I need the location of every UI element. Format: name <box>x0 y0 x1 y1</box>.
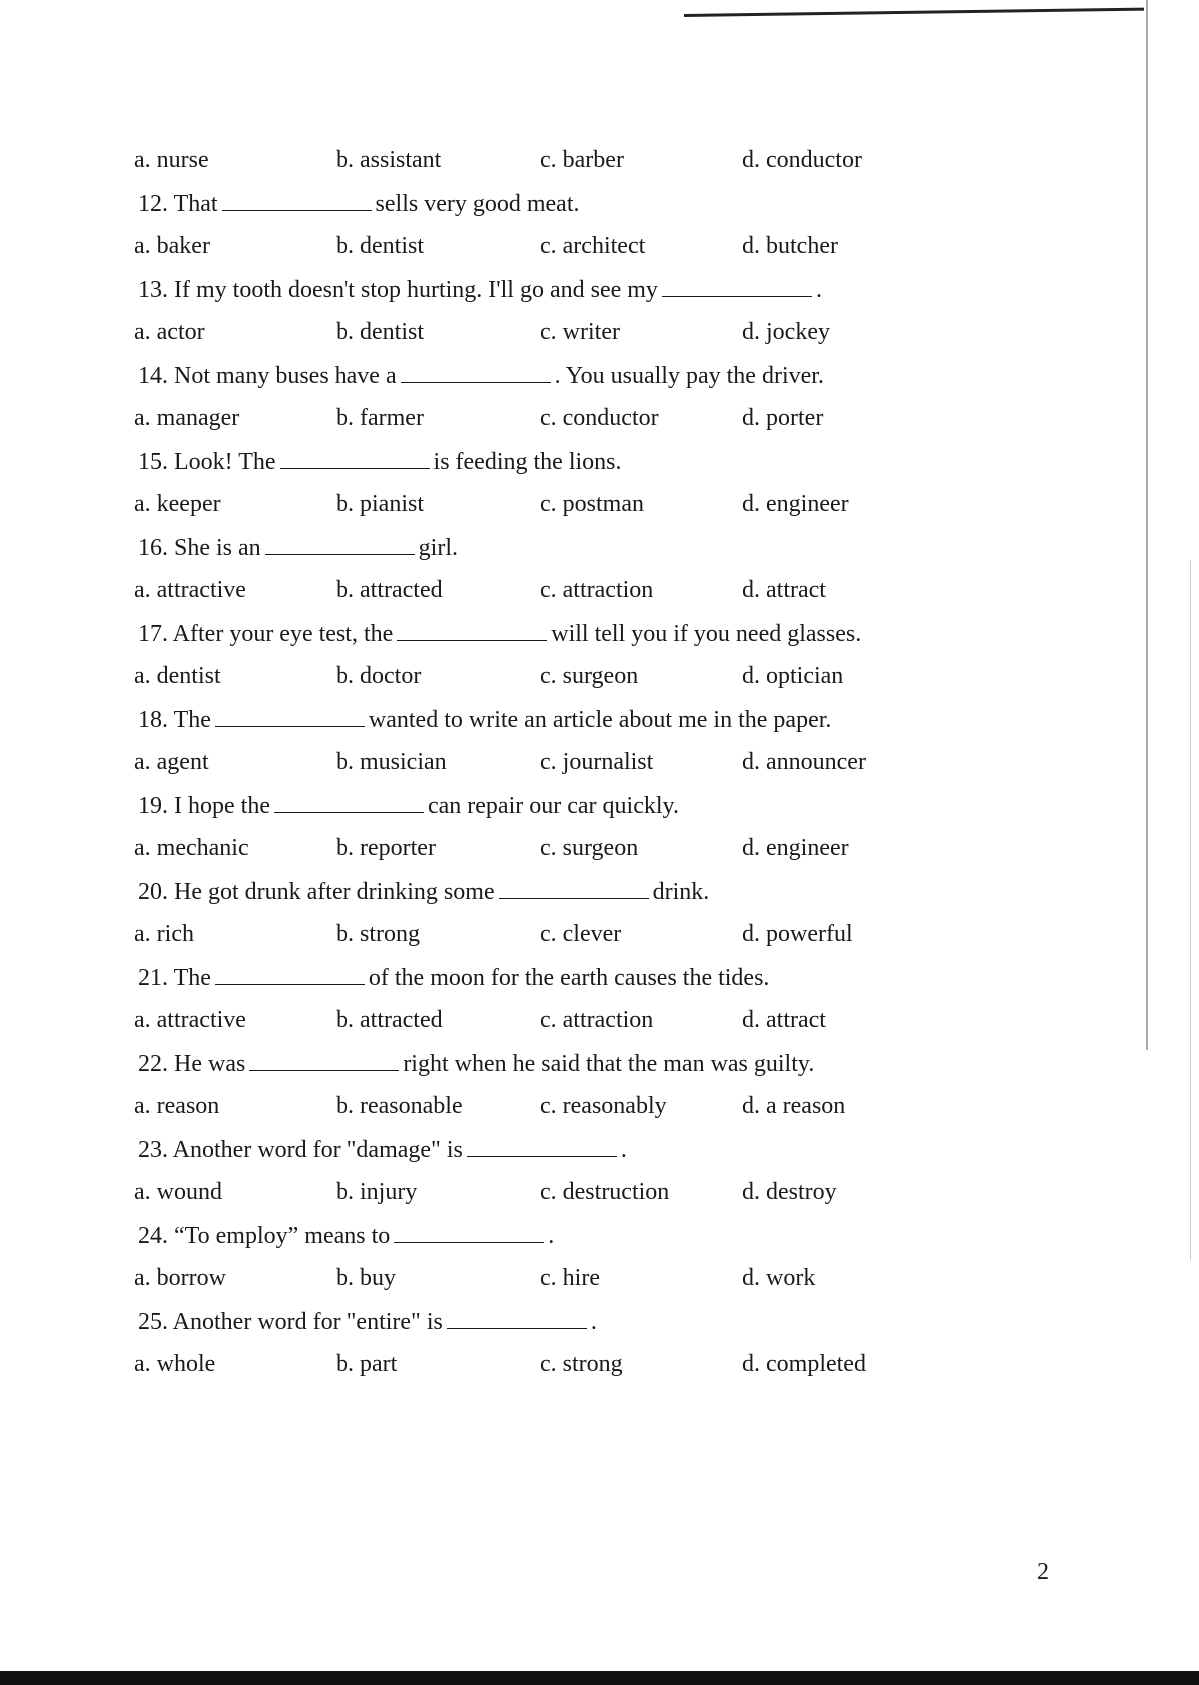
answer-blank <box>397 618 547 641</box>
option-row-24 <box>0 1263 1199 1293</box>
question-14 <box>0 360 1199 390</box>
answer-blank <box>215 704 365 727</box>
question-prefix: 17. After your eye test, the <box>138 621 394 647</box>
option-d: d. powerful <box>742 921 853 947</box>
question-suffix: girl. <box>418 535 458 561</box>
scan-bottom-band <box>0 1671 1199 1685</box>
option-row-17 <box>0 661 1199 691</box>
question-suffix: . <box>620 1137 627 1163</box>
option-b: b. attracted <box>336 577 443 603</box>
question-prefix: 15. Look! The <box>138 449 276 475</box>
option-b: b. injury <box>336 1179 418 1205</box>
option-b: b. strong <box>336 921 420 947</box>
option-b: b. dentist <box>336 233 424 259</box>
option-d: d. work <box>742 1265 816 1291</box>
option-b: b. doctor <box>336 663 422 689</box>
answer-blank <box>280 446 430 469</box>
question-20 <box>0 876 1199 906</box>
option-d: d. attract <box>742 577 826 603</box>
question-12 <box>0 188 1199 218</box>
question-text <box>138 274 822 305</box>
page-number: 2 <box>1037 1559 1049 1585</box>
option-a: a. manager <box>134 405 240 431</box>
question-suffix: . <box>548 1223 555 1249</box>
question-prefix: 23. Another word for "damage" is <box>138 1137 463 1163</box>
option-c: c. attraction <box>540 1007 654 1033</box>
question-24 <box>0 1220 1199 1250</box>
option-d: d. destroy <box>742 1179 837 1205</box>
option-row-12 <box>0 231 1199 261</box>
option-row-14 <box>0 403 1199 433</box>
option-b: b. reasonable <box>336 1093 463 1119</box>
option-b: b. assistant <box>336 147 442 173</box>
question-suffix: wanted to write an article about me in the paper. <box>368 707 832 733</box>
option-c: c. attraction <box>540 577 654 603</box>
question-prefix: 25. Another word for "entire" is <box>138 1309 443 1335</box>
question-prefix: 16. She is an <box>138 535 261 561</box>
option-a: a. reason <box>134 1093 220 1119</box>
question-25 <box>0 1306 1199 1336</box>
option-c: c. surgeon <box>540 835 639 861</box>
question-suffix: of the moon for the earth causes the tides. <box>368 965 770 991</box>
option-a: a. baker <box>134 233 210 259</box>
option-row-23 <box>0 1177 1199 1207</box>
option-row-13 <box>0 317 1199 347</box>
option-row-22 <box>0 1091 1199 1121</box>
option-c: c. postman <box>540 491 644 517</box>
answer-blank <box>274 790 424 813</box>
option-row-25 <box>0 1349 1199 1379</box>
option-b: b. pianist <box>336 491 424 517</box>
answer-blank <box>662 274 812 297</box>
question-suffix: can repair our car quickly. <box>427 793 679 819</box>
option-c: c. destruction <box>540 1179 670 1205</box>
question-suffix: right when he said that the man was guilty. <box>403 1051 815 1077</box>
option-row-16 <box>0 575 1199 605</box>
question-17 <box>0 618 1199 648</box>
question-19 <box>0 790 1199 820</box>
question-prefix: 21. The <box>138 965 211 991</box>
option-a: a. actor <box>134 319 205 345</box>
question-text <box>138 446 622 477</box>
option-c: c. surgeon <box>540 663 639 689</box>
question-suffix: . <box>590 1309 597 1335</box>
option-b: b. dentist <box>336 319 424 345</box>
option-c: c. barber <box>540 147 624 173</box>
question-text <box>138 618 861 649</box>
question-suffix: is feeding the lions. <box>433 449 622 475</box>
option-a: a. nurse <box>134 147 209 173</box>
answer-blank <box>467 1134 617 1157</box>
option-a: a. wound <box>134 1179 222 1205</box>
question-16 <box>0 532 1199 562</box>
option-c: c. reasonably <box>540 1093 667 1119</box>
question-prefix: 24. “To employ” means to <box>138 1223 391 1249</box>
option-b: b. attracted <box>336 1007 443 1033</box>
question-prefix: 22. He was <box>138 1051 246 1077</box>
option-a: a. keeper <box>134 491 221 517</box>
option-d: d. a reason <box>742 1093 846 1119</box>
question-text <box>138 1220 554 1251</box>
option-c: c. strong <box>540 1351 623 1377</box>
question-prefix: 19. I hope the <box>138 793 270 819</box>
option-a: a. rich <box>134 921 194 947</box>
option-d: d. porter <box>742 405 824 431</box>
option-a: a. mechanic <box>134 835 249 861</box>
question-text <box>138 1048 814 1079</box>
option-row-18 <box>0 747 1199 777</box>
answer-blank <box>215 962 365 985</box>
answer-blank <box>249 1048 399 1071</box>
scan-top-line <box>684 8 1144 17</box>
option-a: a. attractive <box>134 577 246 603</box>
answer-blank <box>447 1306 587 1329</box>
question-23 <box>0 1134 1199 1164</box>
question-text <box>138 876 709 907</box>
option-c: c. clever <box>540 921 622 947</box>
answer-blank <box>499 876 649 899</box>
question-suffix: drink. <box>652 879 710 905</box>
option-b: b. musician <box>336 749 447 775</box>
answer-blank <box>401 360 551 383</box>
question-text <box>138 704 831 735</box>
option-d: d. completed <box>742 1351 866 1377</box>
question-18 <box>0 704 1199 734</box>
question-prefix: 12. That <box>138 191 218 217</box>
option-c: c. journalist <box>540 749 654 775</box>
option-d: d. jockey <box>742 319 830 345</box>
option-b: b. reporter <box>336 835 436 861</box>
question-22 <box>0 1048 1199 1078</box>
question-21 <box>0 962 1199 992</box>
option-a: a. dentist <box>134 663 221 689</box>
question-text <box>138 1134 627 1165</box>
option-c: c. writer <box>540 319 620 345</box>
option-d: d. engineer <box>742 835 849 861</box>
question-text <box>138 790 679 821</box>
question-text <box>138 962 769 993</box>
option-a: a. attractive <box>134 1007 246 1033</box>
answer-blank <box>222 188 372 211</box>
option-row-19 <box>0 833 1199 863</box>
question-prefix: 20. He got drunk after drinking some <box>138 879 495 905</box>
option-c: c. hire <box>540 1265 600 1291</box>
option-d: d. attract <box>742 1007 826 1033</box>
option-a: a. borrow <box>134 1265 226 1291</box>
question-13 <box>0 274 1199 304</box>
option-c: c. conductor <box>540 405 659 431</box>
option-b: b. farmer <box>336 405 424 431</box>
option-d: d. optician <box>742 663 844 689</box>
option-c: c. architect <box>540 233 646 259</box>
question-suffix: . You usually pay the driver. <box>554 363 824 389</box>
option-a: a. whole <box>134 1351 216 1377</box>
question-prefix: 13. If my tooth doesn't stop hurting. I'll go and see my <box>138 277 658 303</box>
option-d: d. announcer <box>742 749 866 775</box>
option-a: a. agent <box>134 749 209 775</box>
question-suffix: sells very good meat. <box>375 191 580 217</box>
option-d: d. butcher <box>742 233 838 259</box>
question-prefix: 18. The <box>138 707 211 733</box>
answer-blank <box>265 532 415 555</box>
option-b: b. part <box>336 1351 398 1377</box>
question-suffix: will tell you if you need glasses. <box>551 621 862 647</box>
option-row-15 <box>0 489 1199 519</box>
option-d: d. engineer <box>742 491 849 517</box>
question-prefix: 14. Not many buses have a <box>138 363 397 389</box>
option-row-21 <box>0 1005 1199 1035</box>
question-text <box>138 360 824 391</box>
option-row-11 <box>0 145 1199 175</box>
option-d: d. conductor <box>742 147 862 173</box>
question-text <box>138 1306 597 1337</box>
option-b: b. buy <box>336 1265 396 1291</box>
question-15 <box>0 446 1199 476</box>
question-suffix: . <box>815 277 822 303</box>
option-row-20 <box>0 919 1199 949</box>
question-text <box>138 188 580 219</box>
answer-blank <box>394 1220 544 1243</box>
question-text <box>138 532 458 563</box>
